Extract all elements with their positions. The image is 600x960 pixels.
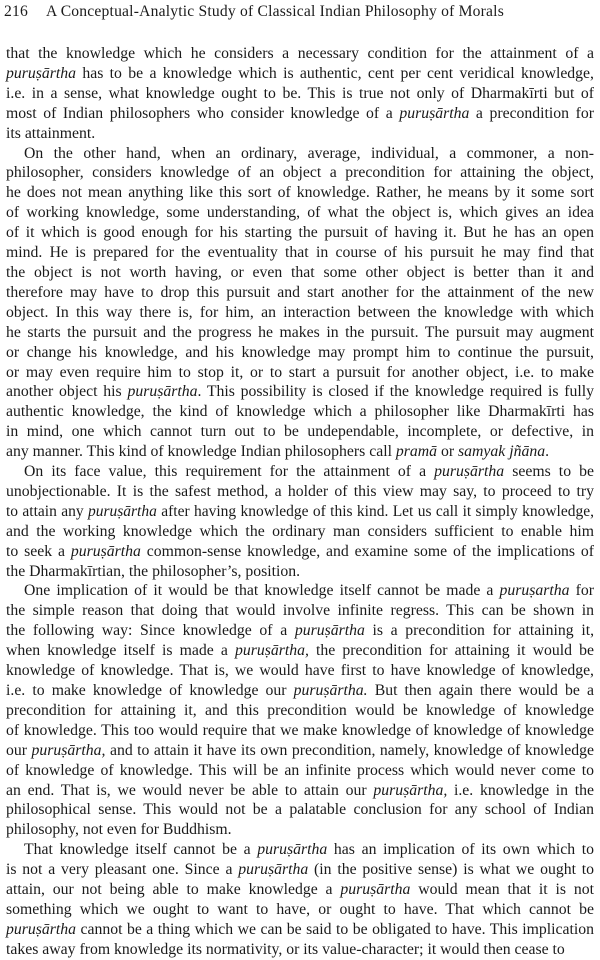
text-line: of knowledge. This too would require that we make knowledge of knowledge of knowledge [6, 721, 594, 739]
running-header [4, 3, 590, 21]
text-line: of it which is good enough for his starting the pursuit of having it. But he has an open [6, 224, 594, 242]
text-line: of knowledge of knowledge. This will be an infinite process which would never come to [6, 761, 594, 779]
text-line: an end. That is, we would never be able to attain our puruṣārtha, i.e. knowledge in the [6, 781, 595, 799]
text-line: or change his knowledge, and his knowledge may prompt him to continue the pursuit, [6, 343, 594, 361]
text-line: takes away from knowledge its normativity, or its value-character; it would then cease to [6, 940, 565, 958]
text-line: is not a very pleasant one. Since a puruṣārtha (in the positive sense) is what we ought to [6, 861, 594, 879]
text-line: when knowledge itself is made a puruṣārtha, the precondition for attaining it would be [6, 642, 594, 660]
text-line: One implication of it would be that knowledge itself cannot be made a puruṣartha for [24, 582, 594, 600]
paragraph [6, 144, 594, 463]
paragraph [6, 581, 594, 840]
text-line: to attain any puruṣārtha after having knowledge of this kind. Let us call it simply knowledge, [6, 502, 594, 520]
text-line: authentic knowledge, the kind of knowledge which a philosopher like Dharmakīrti has [6, 403, 594, 421]
text-line: something which we ought to want to have, or ought to have. That which cannot be [6, 900, 594, 918]
text-line: puruṣārtha has to be a knowledge which is authentic, cent per cent veridical knowledge, [6, 64, 594, 82]
text-line: to seek a puruṣārtha common-sense knowledge, and examine some of the implications of [6, 542, 595, 560]
text-line: of working knowledge, some understanding, of what the object is, which gives an idea [6, 204, 594, 222]
text-line: our puruṣārtha, and to attain it have its own precondition, namely, knowledge of knowledge [6, 741, 595, 759]
paragraph [6, 462, 594, 581]
text-line: philosophy, not even for Buddhism. [6, 821, 232, 839]
text-line: philosopher, considers knowledge of an object a precondition for attaining the object, [6, 164, 594, 182]
text-line: philosophical sense. This would not be a palatable conclusion for any school of Indian [6, 801, 594, 819]
text-line: the simple reason that doing that would involve infinite regress. This can be shown in [6, 602, 594, 620]
running-title: A Conceptual-Analytic Study of Classical Indian Philosophy of Morals [46, 3, 504, 20]
text-line: object. In this way there is, for him, an interaction between the knowledge with which [6, 303, 594, 321]
text-line: and the working knowledge which the ordinary man considers sufficient to enable him [6, 522, 594, 540]
text-line: another object his puruṣārtha. This possibility is closed if the knowledge required is fully [6, 383, 594, 401]
text-line: That knowledge itself cannot be a puruṣārtha has an implication of its own which to [24, 841, 594, 859]
text-line: i.e. to make knowledge of knowledge our puruṣārtha. But then again there would be a [6, 682, 594, 699]
text-line: in mind, one which cannot turn out to be undependable, incomplete, or defective, in [6, 423, 594, 441]
text-line: he starts the pursuit and the progress he makes in the pursuit. The pursuit may augment [6, 323, 594, 341]
page-number: 216 [4, 3, 28, 20]
paragraph [6, 44, 594, 144]
text-line: the Dharmakīrtian, the philosopher’s, position. [6, 562, 301, 580]
text-line: knowledge of knowledge. That is, we would have first to have knowledge of knowledge, [6, 662, 594, 680]
paragraph [6, 840, 594, 959]
text-line: attain, our not being able to make knowledge a puruṣārtha would mean that it is not [6, 881, 594, 899]
body-text [6, 44, 594, 960]
text-line: the following way: Since knowledge of a puruṣārtha is a precondition for attaining it, [6, 622, 595, 640]
text-line: therefore may have to drop this pursuit and start another for the attainment of the new [6, 283, 594, 301]
text-line: or may even require him to stop it, or to start a pursuit for another object, i.e. to make [6, 363, 594, 381]
text-line: that the knowledge which he considers a necessary condition for the attainment of a [6, 45, 594, 62]
text-line: On its face value, this requirement for the attainment of a puruṣārtha seems to be [24, 463, 594, 481]
text-line: most of Indian philosophers who consider knowledge of a puruṣārtha a precondition for [6, 104, 594, 122]
text-line: On the other hand, when an ordinary, average, individual, a commoner, a non- [24, 144, 594, 162]
text-line: i.e. in a sense, what knowledge ought to be. This is true not only of Dharmakīrti but of [6, 84, 594, 102]
text-line: the object is not worth having, or even that some other object is better than it and [6, 263, 594, 281]
text-line: any manner. This kind of knowledge Indian philosophers call pramā or samyak jñāna. [6, 443, 550, 461]
text-line: mind. He is prepared for the eventuality that in course of his pursuit he may find that [6, 244, 594, 262]
text-line: unobjectionable. It is the safest method, a holder of this view may say, to proceed to try [6, 482, 594, 500]
text-line: precondition for attaining it, and this precondition would be knowledge of knowledge [6, 701, 594, 719]
text-line: puruṣārtha cannot be a thing which we can be said to be obligated to have. This implication [6, 920, 594, 938]
text-line: he does not mean anything like this sort of knowledge. Rather, he means by it some sort [6, 184, 594, 202]
text-line: its attainment. [6, 124, 96, 142]
